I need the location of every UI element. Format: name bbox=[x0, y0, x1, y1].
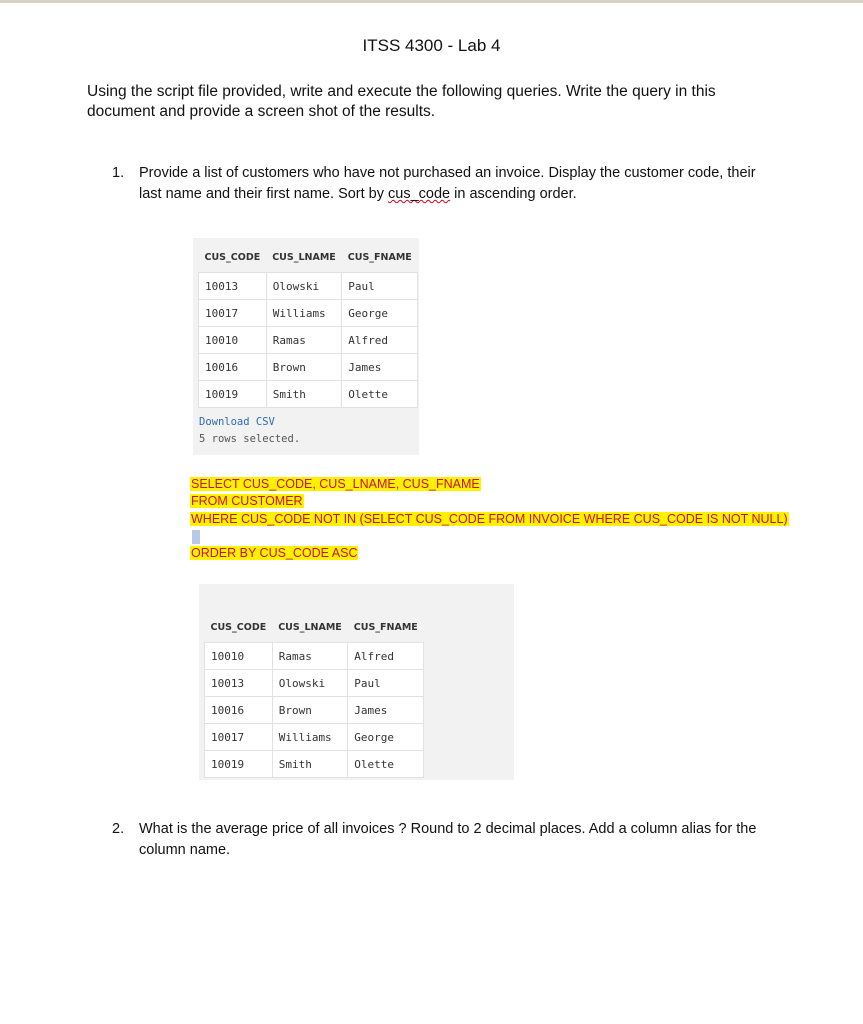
table-row bbox=[199, 354, 418, 381]
cell-cus-lname: Williams bbox=[266, 300, 342, 327]
page-top-rule bbox=[0, 0, 863, 3]
cell-cus-lname: Olowski bbox=[272, 670, 348, 697]
cell-cus-code: 10013 bbox=[205, 670, 273, 697]
table-header-row bbox=[205, 612, 424, 643]
cell-cus-code: 10010 bbox=[205, 643, 273, 670]
cell-cus-code: 10016 bbox=[199, 354, 267, 381]
column-header: CUS_LNAME bbox=[278, 621, 342, 633]
cell-cus-lname: Smith bbox=[266, 381, 342, 408]
table-header-row bbox=[199, 242, 418, 273]
cell-cus-code: 10013 bbox=[199, 273, 267, 300]
result-grid-1 bbox=[193, 238, 419, 455]
cell-cus-fname: Alfred bbox=[342, 327, 418, 354]
cell-cus-fname: Olette bbox=[342, 381, 418, 408]
cell-cus-lname: Smith bbox=[272, 751, 348, 778]
cell-cus-fname: George bbox=[348, 724, 424, 751]
intro-paragraph: Using the script file provided, write and execute the following queries. Write the query in this document and provide a screen shot of the results. bbox=[87, 83, 716, 120]
cell-cus-fname: Alfred bbox=[348, 643, 424, 670]
cell-cus-lname: Brown bbox=[266, 354, 342, 381]
cell-cus-code: 10010 bbox=[199, 327, 267, 354]
spellcheck-word[interactable]: cus_code bbox=[388, 186, 451, 202]
sql-line-where: WHERE CUS_CODE NOT IN (SELECT CUS_CODE FROM INVOICE WHERE CUS_CODE IS NOT NULL) bbox=[191, 512, 788, 526]
cell-cus-code: 10017 bbox=[205, 724, 273, 751]
column-header: CUS_FNAME bbox=[353, 621, 418, 633]
column-header: CUS_FNAME bbox=[347, 251, 412, 263]
cell-cus-code: 10017 bbox=[199, 300, 267, 327]
table-row bbox=[205, 751, 424, 778]
question-1-text: Provide a list of customers who have not purchased an invoice. Display the customer code, their last name and their first name. Sort by cus_code in ascending order. bbox=[139, 165, 756, 202]
cell-cus-lname: Williams bbox=[272, 724, 348, 751]
table-row bbox=[205, 643, 424, 670]
row-count-text: 5 rows selected. bbox=[199, 433, 301, 445]
column-header: CUS_LNAME bbox=[272, 251, 336, 263]
column-header: CUS_CODE bbox=[204, 251, 261, 263]
results-table-1 bbox=[198, 242, 418, 408]
cell-cus-fname: Paul bbox=[348, 670, 424, 697]
cell-cus-code: 10016 bbox=[205, 697, 273, 724]
cell-cus-lname: Brown bbox=[272, 697, 348, 724]
cell-cus-lname: Ramas bbox=[266, 327, 342, 354]
cell-cus-fname: James bbox=[348, 697, 424, 724]
question-2-number: 2. bbox=[112, 821, 125, 837]
cell-cus-fname: Paul bbox=[342, 273, 418, 300]
sql-line-order-by: ORDER BY CUS_CODE ASC bbox=[191, 546, 358, 560]
cell-cus-lname: Olowski bbox=[266, 273, 342, 300]
cell-cus-fname: George bbox=[342, 300, 418, 327]
question-2-text: What is the average price of all invoices ? Round to 2 decimal places. Add a column alias for the column name. bbox=[139, 821, 757, 858]
results-table-2 bbox=[204, 612, 424, 778]
cell-cus-fname: James bbox=[342, 354, 418, 381]
table-row bbox=[205, 697, 424, 724]
table-row bbox=[205, 670, 424, 697]
result-grid-2 bbox=[199, 584, 514, 780]
table-row bbox=[199, 327, 418, 354]
table-row bbox=[205, 724, 424, 751]
sql-line-from: FROM CUSTOMER bbox=[191, 494, 303, 508]
page-title: ITSS 4300 - Lab 4 bbox=[362, 36, 501, 55]
text-cursor-selection bbox=[192, 530, 200, 544]
cell-cus-lname: Ramas bbox=[272, 643, 348, 670]
table-row bbox=[199, 273, 418, 300]
cell-cus-code: 10019 bbox=[199, 381, 267, 408]
table-row bbox=[199, 381, 418, 408]
table-row bbox=[199, 300, 418, 327]
sql-line-select: SELECT CUS_CODE, CUS_LNAME, CUS_FNAME bbox=[191, 477, 480, 491]
question-1-number: 1. bbox=[112, 165, 125, 181]
cell-cus-fname: Olette bbox=[348, 751, 424, 778]
download-csv-link[interactable]: Download CSV bbox=[199, 416, 275, 428]
cell-cus-code: 10019 bbox=[205, 751, 273, 778]
column-header: CUS_CODE bbox=[210, 621, 267, 633]
